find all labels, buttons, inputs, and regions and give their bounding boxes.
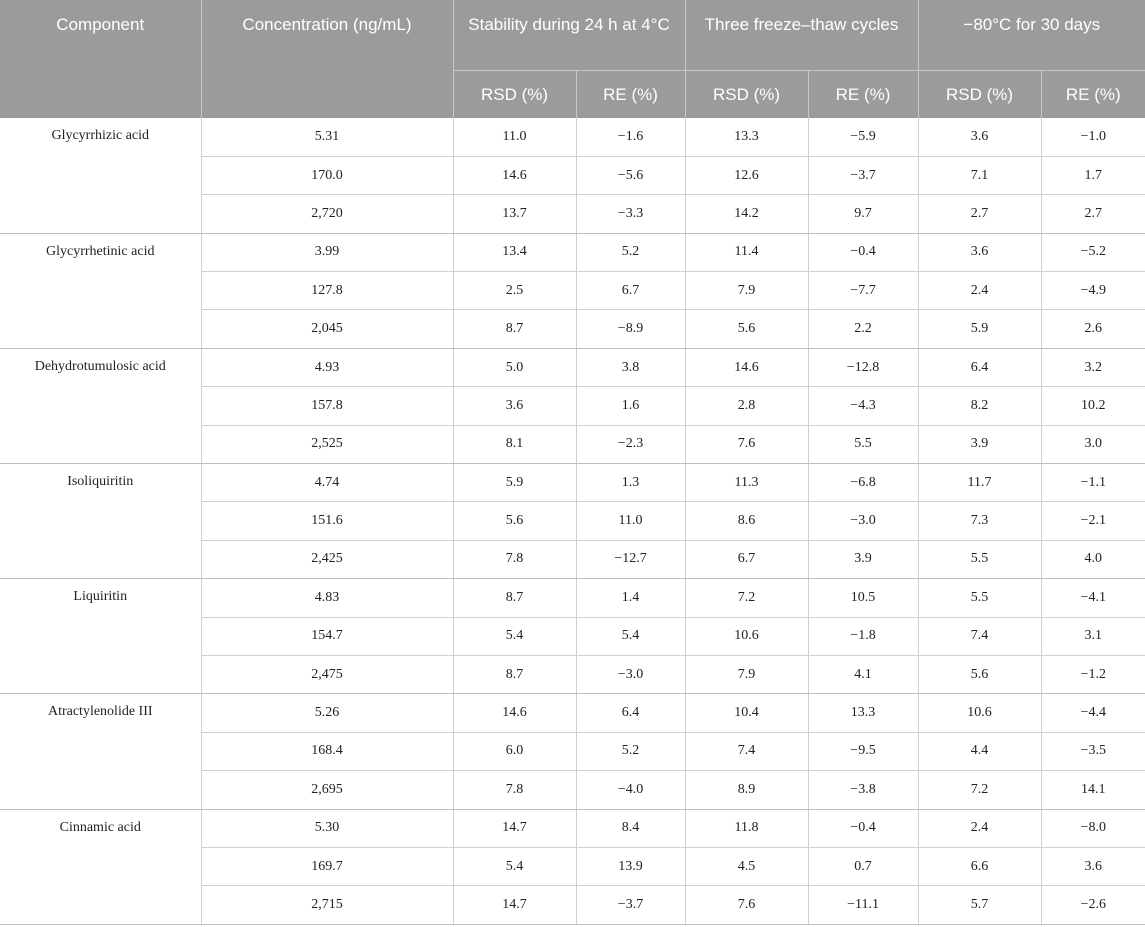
re-4c-cell: −2.3	[576, 425, 685, 463]
re-minus80-cell: −5.2	[1041, 233, 1145, 271]
re-minus80-cell: 2.7	[1041, 195, 1145, 233]
re-4c-cell: −1.6	[576, 118, 685, 156]
rsd-minus80-cell: 7.4	[918, 617, 1041, 655]
header-group-freeze-thaw: Three freeze–thaw cycles	[685, 0, 918, 70]
header-concentration: Concentration (ng/mL)	[201, 0, 453, 118]
re-minus80-cell: −8.0	[1041, 809, 1145, 847]
re-4c-cell: 6.7	[576, 272, 685, 310]
re-4c-cell: 5.4	[576, 617, 685, 655]
re-4c-cell: 5.2	[576, 732, 685, 770]
re-minus80-cell: −1.2	[1041, 655, 1145, 693]
concentration-cell: 5.26	[201, 694, 453, 732]
concentration-cell: 2,695	[201, 771, 453, 809]
rsd-4c-cell: 5.0	[453, 348, 576, 386]
rsd-4c-cell: 7.8	[453, 540, 576, 578]
component-name: Atractylenolide III	[0, 694, 201, 809]
rsd-4c-cell: 3.6	[453, 387, 576, 425]
re-4c-cell: −8.9	[576, 310, 685, 348]
rsd-4c-cell: 5.9	[453, 464, 576, 502]
re-minus80-cell: −3.5	[1041, 732, 1145, 770]
re-4c-cell: 11.0	[576, 502, 685, 540]
re-freeze-thaw-cell: −3.8	[808, 771, 918, 809]
concentration-cell: 4.83	[201, 579, 453, 617]
re-4c-cell: −3.3	[576, 195, 685, 233]
rsd-freeze-thaw-cell: 11.4	[685, 233, 808, 271]
rsd-4c-cell: 8.7	[453, 655, 576, 693]
re-minus80-cell: −4.9	[1041, 272, 1145, 310]
re-freeze-thaw-cell: 13.3	[808, 694, 918, 732]
rsd-freeze-thaw-cell: 6.7	[685, 540, 808, 578]
re-minus80-cell: 3.0	[1041, 425, 1145, 463]
rsd-4c-cell: 2.5	[453, 272, 576, 310]
re-freeze-thaw-cell: −0.4	[808, 809, 918, 847]
rsd-4c-cell: 8.7	[453, 310, 576, 348]
re-minus80-cell: 3.2	[1041, 348, 1145, 386]
table-row	[0, 233, 1145, 271]
rsd-freeze-thaw-cell: 10.6	[685, 617, 808, 655]
re-freeze-thaw-cell: 9.7	[808, 195, 918, 233]
re-4c-cell: 1.6	[576, 387, 685, 425]
rsd-freeze-thaw-cell: 7.4	[685, 732, 808, 770]
rsd-4c-cell: 5.4	[453, 847, 576, 885]
re-freeze-thaw-cell: 3.9	[808, 540, 918, 578]
concentration-cell: 2,475	[201, 655, 453, 693]
component-name: Glycyrrhizic acid	[0, 118, 201, 233]
component-name: Glycyrrhetinic acid	[0, 233, 201, 348]
rsd-4c-cell: 14.7	[453, 809, 576, 847]
concentration-cell: 2,715	[201, 886, 453, 924]
rsd-freeze-thaw-cell: 7.6	[685, 425, 808, 463]
header-sub-rsd: RSD (%)	[453, 70, 576, 118]
concentration-cell: 127.8	[201, 272, 453, 310]
rsd-minus80-cell: 5.7	[918, 886, 1041, 924]
re-minus80-cell: 2.6	[1041, 310, 1145, 348]
concentration-cell: 5.30	[201, 809, 453, 847]
rsd-freeze-thaw-cell: 7.9	[685, 655, 808, 693]
re-freeze-thaw-cell: 4.1	[808, 655, 918, 693]
rsd-minus80-cell: 7.2	[918, 771, 1041, 809]
header-sub-rsd: RSD (%)	[685, 70, 808, 118]
rsd-minus80-cell: 3.6	[918, 118, 1041, 156]
rsd-minus80-cell: 7.3	[918, 502, 1041, 540]
component-name: Isoliquiritin	[0, 464, 201, 579]
re-minus80-cell: −1.1	[1041, 464, 1145, 502]
re-freeze-thaw-cell: −3.7	[808, 156, 918, 194]
concentration-cell: 169.7	[201, 847, 453, 885]
re-4c-cell: 8.4	[576, 809, 685, 847]
re-freeze-thaw-cell: −4.3	[808, 387, 918, 425]
re-4c-cell: −3.7	[576, 886, 685, 924]
rsd-minus80-cell: 6.6	[918, 847, 1041, 885]
re-4c-cell: 1.4	[576, 579, 685, 617]
re-freeze-thaw-cell: −0.4	[808, 233, 918, 271]
rsd-minus80-cell: 5.9	[918, 310, 1041, 348]
re-4c-cell: −3.0	[576, 655, 685, 693]
rsd-4c-cell: 5.4	[453, 617, 576, 655]
component-name: Liquiritin	[0, 579, 201, 694]
header-sub-re: RE (%)	[1041, 70, 1145, 118]
re-minus80-cell: 4.0	[1041, 540, 1145, 578]
rsd-minus80-cell: 5.5	[918, 579, 1041, 617]
rsd-4c-cell: 14.6	[453, 156, 576, 194]
re-minus80-cell: 10.2	[1041, 387, 1145, 425]
header-sub-re: RE (%)	[808, 70, 918, 118]
concentration-cell: 154.7	[201, 617, 453, 655]
re-freeze-thaw-cell: 10.5	[808, 579, 918, 617]
rsd-4c-cell: 7.8	[453, 771, 576, 809]
rsd-4c-cell: 8.1	[453, 425, 576, 463]
re-freeze-thaw-cell: −7.7	[808, 272, 918, 310]
table-row	[0, 118, 1145, 156]
rsd-4c-cell: 8.7	[453, 579, 576, 617]
component-name: Cinnamic acid	[0, 809, 201, 924]
rsd-4c-cell: 13.7	[453, 195, 576, 233]
rsd-freeze-thaw-cell: 7.2	[685, 579, 808, 617]
rsd-freeze-thaw-cell: 5.6	[685, 310, 808, 348]
rsd-freeze-thaw-cell: 8.6	[685, 502, 808, 540]
concentration-cell: 157.8	[201, 387, 453, 425]
component-name: Dehydrotumulosic acid	[0, 348, 201, 463]
table-row	[0, 464, 1145, 502]
rsd-4c-cell: 14.7	[453, 886, 576, 924]
re-freeze-thaw-cell: 2.2	[808, 310, 918, 348]
re-4c-cell: 13.9	[576, 847, 685, 885]
re-4c-cell: 1.3	[576, 464, 685, 502]
re-4c-cell: −4.0	[576, 771, 685, 809]
concentration-cell: 2,720	[201, 195, 453, 233]
re-freeze-thaw-cell: −9.5	[808, 732, 918, 770]
rsd-minus80-cell: 10.6	[918, 694, 1041, 732]
re-minus80-cell: −4.1	[1041, 579, 1145, 617]
re-freeze-thaw-cell: −5.9	[808, 118, 918, 156]
rsd-freeze-thaw-cell: 2.8	[685, 387, 808, 425]
re-minus80-cell: −2.6	[1041, 886, 1145, 924]
re-4c-cell: 3.8	[576, 348, 685, 386]
rsd-freeze-thaw-cell: 7.9	[685, 272, 808, 310]
re-4c-cell: 6.4	[576, 694, 685, 732]
rsd-freeze-thaw-cell: 8.9	[685, 771, 808, 809]
re-freeze-thaw-cell: 0.7	[808, 847, 918, 885]
concentration-cell: 3.99	[201, 233, 453, 271]
rsd-freeze-thaw-cell: 11.3	[685, 464, 808, 502]
rsd-minus80-cell: 6.4	[918, 348, 1041, 386]
re-minus80-cell: −4.4	[1041, 694, 1145, 732]
re-freeze-thaw-cell: −6.8	[808, 464, 918, 502]
rsd-4c-cell: 13.4	[453, 233, 576, 271]
re-4c-cell: −5.6	[576, 156, 685, 194]
concentration-cell: 170.0	[201, 156, 453, 194]
re-freeze-thaw-cell: −11.1	[808, 886, 918, 924]
rsd-freeze-thaw-cell: 4.5	[685, 847, 808, 885]
table-row	[0, 809, 1145, 847]
concentration-cell: 5.31	[201, 118, 453, 156]
rsd-freeze-thaw-cell: 14.2	[685, 195, 808, 233]
re-4c-cell: −12.7	[576, 540, 685, 578]
re-minus80-cell: 3.1	[1041, 617, 1145, 655]
table-row	[0, 694, 1145, 732]
table-row	[0, 579, 1145, 617]
rsd-minus80-cell: 2.7	[918, 195, 1041, 233]
concentration-cell: 4.74	[201, 464, 453, 502]
header-sub-rsd: RSD (%)	[918, 70, 1041, 118]
rsd-minus80-cell: 8.2	[918, 387, 1041, 425]
table-body	[0, 118, 1145, 924]
rsd-minus80-cell: 2.4	[918, 272, 1041, 310]
rsd-minus80-cell: 5.6	[918, 655, 1041, 693]
header-group-minus80: −80°C for 30 days	[918, 0, 1145, 70]
rsd-minus80-cell: 4.4	[918, 732, 1041, 770]
rsd-freeze-thaw-cell: 10.4	[685, 694, 808, 732]
concentration-cell: 168.4	[201, 732, 453, 770]
re-freeze-thaw-cell: 5.5	[808, 425, 918, 463]
re-freeze-thaw-cell: −3.0	[808, 502, 918, 540]
re-freeze-thaw-cell: −1.8	[808, 617, 918, 655]
rsd-minus80-cell: 5.5	[918, 540, 1041, 578]
rsd-minus80-cell: 3.6	[918, 233, 1041, 271]
header-component: Component	[0, 0, 201, 118]
rsd-4c-cell: 14.6	[453, 694, 576, 732]
rsd-4c-cell: 11.0	[453, 118, 576, 156]
header-group-4c: Stability during 24 h at 4°C	[453, 0, 685, 70]
rsd-4c-cell: 5.6	[453, 502, 576, 540]
re-minus80-cell: 1.7	[1041, 156, 1145, 194]
header-sub-re: RE (%)	[576, 70, 685, 118]
re-freeze-thaw-cell: −12.8	[808, 348, 918, 386]
concentration-cell: 151.6	[201, 502, 453, 540]
re-minus80-cell: −1.0	[1041, 118, 1145, 156]
re-minus80-cell: 3.6	[1041, 847, 1145, 885]
concentration-cell: 4.93	[201, 348, 453, 386]
concentration-cell: 2,425	[201, 540, 453, 578]
rsd-freeze-thaw-cell: 14.6	[685, 348, 808, 386]
rsd-freeze-thaw-cell: 13.3	[685, 118, 808, 156]
rsd-minus80-cell: 7.1	[918, 156, 1041, 194]
rsd-freeze-thaw-cell: 11.8	[685, 809, 808, 847]
re-minus80-cell: −2.1	[1041, 502, 1145, 540]
concentration-cell: 2,525	[201, 425, 453, 463]
rsd-minus80-cell: 3.9	[918, 425, 1041, 463]
re-4c-cell: 5.2	[576, 233, 685, 271]
table-header	[0, 0, 1145, 118]
rsd-freeze-thaw-cell: 12.6	[685, 156, 808, 194]
rsd-4c-cell: 6.0	[453, 732, 576, 770]
rsd-minus80-cell: 11.7	[918, 464, 1041, 502]
concentration-cell: 2,045	[201, 310, 453, 348]
re-minus80-cell: 14.1	[1041, 771, 1145, 809]
rsd-minus80-cell: 2.4	[918, 809, 1041, 847]
rsd-freeze-thaw-cell: 7.6	[685, 886, 808, 924]
table-row	[0, 348, 1145, 386]
